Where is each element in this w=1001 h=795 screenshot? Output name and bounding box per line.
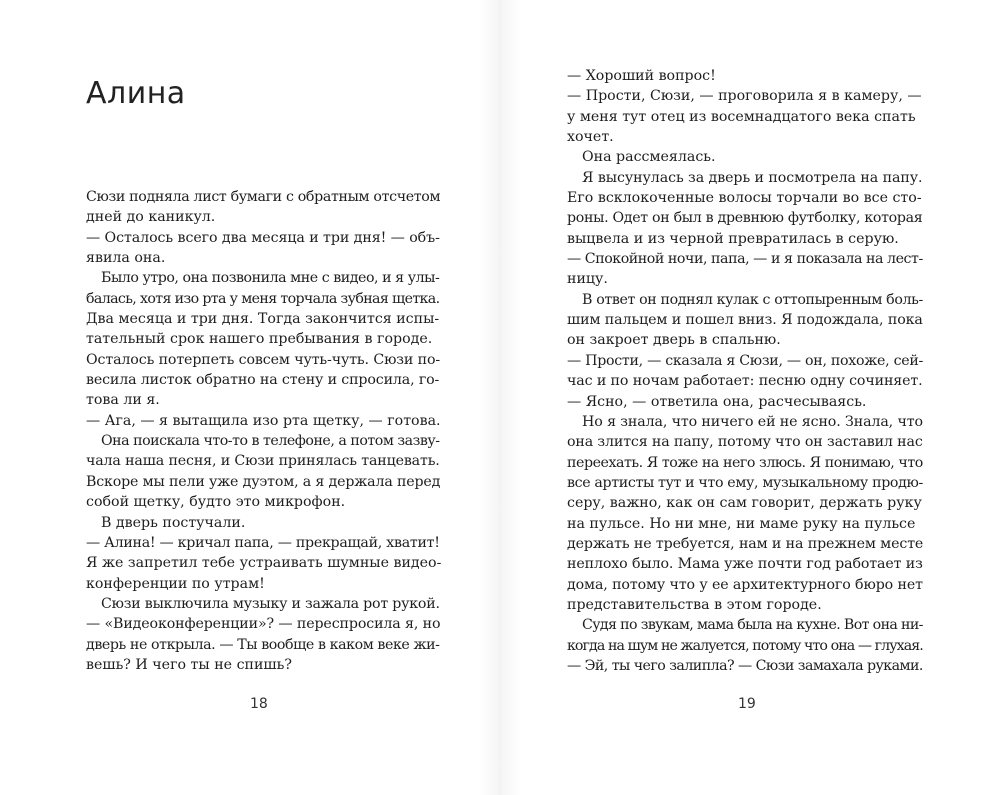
text-line: конференции по утрам! (86, 575, 265, 592)
text-line: В дверь постучали. (101, 514, 246, 531)
text-line: — Прости, Сюзи, — проговорила я в камеру, — (567, 88, 922, 105)
text-line: Я высунулась за дверь и посмотрела на папу. (582, 169, 923, 186)
text-line: хочет. (567, 129, 614, 146)
text-line: Его всклокоченные волосы торчали во все сто- (567, 190, 922, 207)
text-line: Осталось потерпеть совсем чуть-чуть. Сюзи по- (86, 351, 441, 368)
text-line: — Осталось всего два месяца и три дня! — объ- (86, 229, 440, 246)
text-line: ницу. (567, 271, 608, 288)
text-line: — Алина! — кричал папа, — прекращай, хватит! (86, 534, 440, 551)
text-line: дней до каникул. (86, 209, 216, 226)
text-line: шим пальцем и пошел вниз. Я подождала, пока (567, 312, 923, 329)
text-line: В ответ он поднял кулак с оттопыренным боль- (582, 291, 923, 308)
page-number-right: 19 (738, 696, 756, 712)
text-line: Было утро, она позвонила мне с видео, и я улы- (101, 270, 440, 287)
text-line: Я же запретил тебе устраивать шумные видео- (86, 555, 442, 572)
text-line: серу, важно, как он сам говорит, держать руку (567, 495, 922, 512)
text-line: Сюзи выключила музыку и зажала рот рукой. (101, 595, 440, 612)
text-line: дома, потому что у ее архитектурного бюро нет (567, 576, 923, 593)
text-line: у меня тут отец из восемнадцатого века спать (567, 108, 916, 125)
text-line: на пульсе. Но ни мне, ни маме руку на пульсе (567, 515, 916, 532)
text-line: — Хороший вопрос! (567, 68, 716, 84)
text-line: собой щетку, будто это микрофон. (86, 494, 346, 511)
text-line: Вскоре мы пели уже дуэтом, а я держала перед (86, 473, 441, 490)
text-line: Но я знала, что ничего ей не ясно. Знала, что (582, 413, 923, 430)
text-line: Она поискала что-то в телефоне, а потом зазву- (101, 433, 440, 450)
text-line: Два месяца и три дня. Тогда закончится испы- (86, 311, 440, 328)
text-line: балась, хотя изо рта у меня торчала зубная щетка. (86, 290, 440, 307)
text-line: все артисты тут и что ему, музыкальному продю- (567, 474, 923, 491)
text-line: вешь? И чего ты не спишь? (86, 656, 292, 673)
text-line: весила листок обратно на стену и спросила, го- (86, 372, 440, 389)
text-line: — Ага, — я вытащила изо рта щетку, — готова. (86, 412, 441, 429)
text-line: Судя по звукам, мама была на кухне. Вот она ни- (582, 617, 923, 634)
text-line: час и по ночам работает: песню одну сочиняет. (567, 373, 923, 390)
text-line: това ли я. (86, 392, 160, 409)
text-line: — «Видеоконференции»? — переспросила я, но (86, 616, 441, 633)
text-line: чала наша песня, и Сюзи принялась танцевать. (86, 453, 440, 470)
text-line: Она рассмеялась. (582, 149, 716, 166)
left-page-text (86, 187, 442, 675)
text-line: — Ясно, — ответила она, расчесываясь. (567, 393, 867, 410)
text-line: — Эй, ты чего залипла? — Сюзи замахала руками. (567, 657, 923, 674)
page-number-left: 18 (250, 696, 268, 712)
chapter-title: Алина (86, 76, 186, 111)
text-line: когда на шум не жалуется, потому что она — глухая. (567, 637, 923, 654)
text-line: он закроет дверь в спальню. (567, 332, 781, 349)
text-line: — Прости, — сказала я Сюзи, — он, похоже, сей- (567, 352, 924, 369)
text-line: — Спокойной ночи, папа, — и я показала на лест- (567, 251, 923, 268)
text-line: явила она. (86, 250, 166, 267)
text-line: роны. Одет он был в древнюю футболку, которая (567, 210, 923, 227)
right-page (500, 0, 1001, 795)
text-line: дверь не открыла. — Ты вообще в каком веке жи- (86, 636, 440, 653)
text-line: представительства в этом городе. (567, 596, 822, 613)
right-page-text (567, 66, 925, 676)
text-line: Сюзи подняла лист бумаги с обратным отсчетом (86, 189, 441, 205)
text-line: выцвела и из черной превратилась в серую. (567, 230, 899, 247)
text-line: она злится на папу, потому что он заставил нас (567, 434, 923, 451)
text-line: переехать. Я тоже на него злюсь. Я понимаю, что (567, 454, 923, 471)
text-line: тательный срок нашего пребывания в городе. (86, 331, 433, 348)
text-line: держать не требуется, нам и на прежнем месте (567, 535, 924, 552)
left-page (0, 0, 500, 795)
text-line: неплохо было. Мама уже почти год работает из (567, 556, 923, 573)
